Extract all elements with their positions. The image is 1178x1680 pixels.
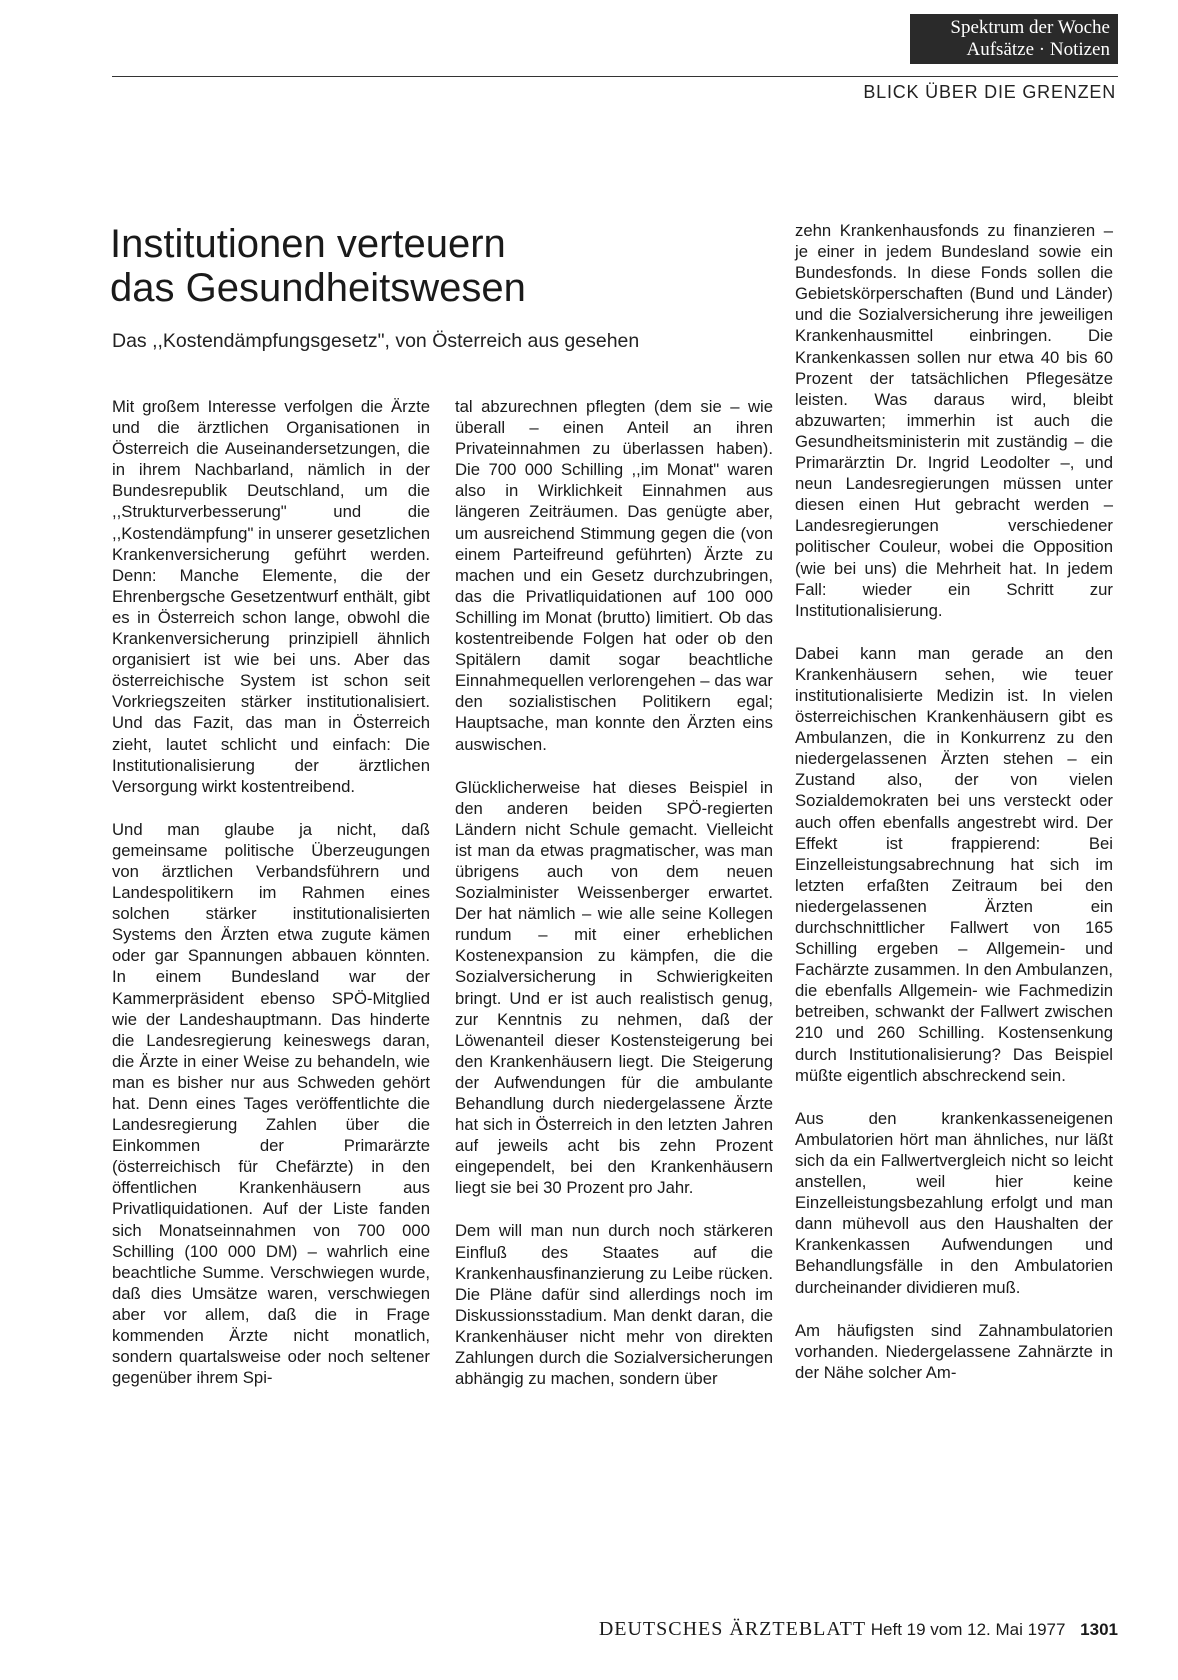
badge-line-2: Aufsätze · Notizen bbox=[966, 39, 1110, 60]
article-title bbox=[110, 222, 750, 310]
paragraph: Am häufigsten sind Zahnambulatorien vorhanden. Niedergelassene Zahnärzte in der Nähe solcher Am- bbox=[795, 1320, 1113, 1382]
issue-info: Heft 19 vom 12. Mai 1977 bbox=[870, 1620, 1066, 1639]
title-line-1: Institutionen verteuern bbox=[110, 222, 506, 266]
paragraph: zehn Krankenhausfonds zu finanzieren – je einer in jedem Bundesland sowie ein Bundesfonds. In diese Fonds sollen die Gebietskörperschaften (Bund und Länder) und die Sozialversicherung ihre jeweiligen Krankenhausmittel einbringen. Die Krankenkassen sollen nur etwa 40 bis 60 Prozent der tatsächlichen Pflegesätze leisten. Was daraus wird, bleibt abzuwarten; immerhin ist auch die Gesundheitsministerin mit zuständig – die Primarärztin Dr. Ingrid Leodolter –, und neun Landesregierungen müssen unter diesen einen Hut gebracht werden – Landesregierungen verschiedener politischer Couleur, wobei die Opposition (wie bei uns) die Mehrheit hat. In jedem Fall: wieder ein Schritt zur Institutionalisierung. bbox=[795, 221, 1113, 620]
paragraph: Dem will man nun durch noch stärkeren Einfluß des Staates auf die Krankenhausfinanzierung zu Leibe rücken. Die Pläne dafür sind allerdings noch im Diskussionsstadium. Man denkt daran, die Krankenhäuser nicht mehr von direkten Zahlungen durch die Sozialversicherungen abhängig zu machen, sondern über bbox=[455, 1221, 773, 1389]
header-rule bbox=[112, 76, 1118, 77]
section-label: BLICK ÜBER DIE GRENZEN bbox=[863, 82, 1116, 102]
paragraph: tal abzurechnen pflegten (dem sie – wie überall – einen Anteil an ihren Privateinnahmen zu überlassen haben). Die 700 000 Schilling ,,im Monat" waren also in Wirklichkeit Einnahmen aus längeren Zeiträumen. Das genügte aber, um ausreichend Stimmung gegen die (von einem Parteifreund geführten) Ärzte zu machen und ein Gesetz durchzubringen, das die Privatliquidationen auf 100 000 Schilling im Monat (brutto) limitiert. Ob das kostentreibende Folgen hat oder ob den Spitälern damit sogar beachtliche Einnahmequellen verlorengehen – das war den sozialistischen Politikern egal; Hauptsache, man konnte den Ärzten eins auswischen. bbox=[455, 397, 773, 754]
text-column-1 bbox=[112, 396, 430, 1410]
paragraph: Mit großem Interesse verfolgen die Ärzte und die ärztlichen Organisationen in Österreich die Auseinandersetzungen, die in ihrem Nachbarland, nämlich in der Bundesrepublik Deutschland, um die ,,Strukturverbesserung" und die ,,Kostendämpfung" in unserer gesetzlichen Krankenversicherung geführt werden. Denn: Manche Elemente, die der Ehrenbergsche Gesetzentwurf enthält, gibt es in Österreich schon lange, obwohl die Krankenversicherung prinzipiell ähnlich organisiert ist wie bei uns. Aber das österreichische System ist schon seit Vorkriegszeiten stärker institutionalisiert. Und das Fazit, das man in Österreich zieht, lautet schlicht und einfach: Die Institutionalisierung der ärztlichen Versorgung wirkt kostentreibend. bbox=[112, 397, 430, 796]
article-subtitle: Das ,,Kostendämpfungsgesetz", von Österreich aus gesehen bbox=[112, 330, 640, 352]
section-badge bbox=[910, 14, 1118, 64]
paragraph: Aus den krankenkasseneigenen Ambulatorien hört man ähnliches, nur läßt sich da ein Fallwertvergleich nicht so leicht anstellen, weil hier keine Einzelleistungsbezahlung erfolgt und man dann mühevoll aus den Haushalten der Krankenkassen Aufwendungen und Behandlungsfälle in den Ambulatorien durcheinander dividieren muß. bbox=[795, 1108, 1113, 1297]
title-line-2: das Gesundheitswesen bbox=[110, 266, 526, 310]
paragraph: Und man glaube ja nicht, daß gemeinsame politische Überzeugungen von ärztlichen Verbandsführern und Landespolitikern im Rahmen eines solchen stärker institutionalisierten Systems den Ärzten etwa zugute kämen oder gar Spannungen abbauen könnten. In einem Bundesland war der Kammerpräsident ebenso SPÖ-Mitglied wie der Landeshauptmann. Das hinderte die Landesregierung keineswegs daran, die Ärzte in einer Weise zu behandeln, wie man es bisher nur aus Schweden gehört hat. Denn eines Tages veröffentlichte die Landesregierung Zahlen über die Einkommen der Primarärzte (österreichisch für Chefärzte) in den öffentlichen Krankenhäusern aus Privatliquidationen. Auf der Liste fanden sich Monatseinnahmen von 700 000 Schilling (100 000 DM) – wahrlich eine beachtliche Summe. Verschwiegen wurde, daß dies Umsätze waren, verschwiegen aber vor allem, daß die in Frage kommenden Ärzte nicht monatlich, sondern quartalsweise oder noch seltener gegenüber ihrem Spi- bbox=[112, 819, 430, 1388]
page-footer bbox=[496, 1618, 1118, 1641]
paragraph: Dabei kann man gerade an den Krankenhäusern sehen, wie teuer institutionalisierte Medizin ist. In vielen österreichischen Krankenhäusern gibt es Ambulanzen, die in Konkurrenz zu den niedergelassenen Ärzten stehen – ein Zustand also, der von vielen Sozialdemokraten bei uns versteckt oder auch offen ebenfalls angestrebt wird. Der Effekt ist frappierend: Bei Einzelleistungsabrechnung hat sich im letzten erfaßten Zeitraum bei den niedergelassenen Ärzten ein durchschnittlicher Fallwert von 165 Schilling ergeben – Allgemein- und Fachärzte zusammen. In den Ambulanzen, die ebenfalls Allgemein- wie Fachmedizin betreiben, schwankt der Fallwert zwischen 210 und 260 Schilling. Kostensenkung durch Institutionalisierung? Das Beispiel müßte eigentlich abschreckend sein. bbox=[795, 643, 1113, 1085]
badge-line-1: Spektrum der Woche bbox=[950, 17, 1110, 38]
text-column-2 bbox=[455, 396, 773, 1411]
paragraph: Glücklicherweise hat dieses Beispiel in den anderen beiden SPÖ-regierten Ländern nicht Schule gemacht. Vielleicht ist man da etwas pragmatischer, was man übrigens auch von dem neuen Sozialminister Weissenberger erwartet. Der hat nämlich – wie alle seine Kollegen rundum – mit einer erheblichen Kostenexpansion zu kämpfen, die die Sozialversicherung in Schwierigkeiten bringt. Und er ist auch realistisch genug, zur Kenntnis zu nehmen, daß der Löwenanteil dieser Kostensteigerung bei den Krankenhäusern liegt. Die Steigerung der Aufwendungen für die ambulante Behandlung durch niedergelassene Ärzte hat sich in Österreich in den letzten Jahren auf jeweils acht bis zehn Prozent eingependelt, bei den Krankenhäusern liegt sie bei 30 Prozent pro Jahr. bbox=[455, 777, 773, 1198]
journal-name: DEUTSCHES ÄRZTEBLATT bbox=[598, 1618, 867, 1640]
text-column-3 bbox=[795, 220, 1113, 1405]
page-number: 1301 bbox=[1080, 1620, 1118, 1639]
